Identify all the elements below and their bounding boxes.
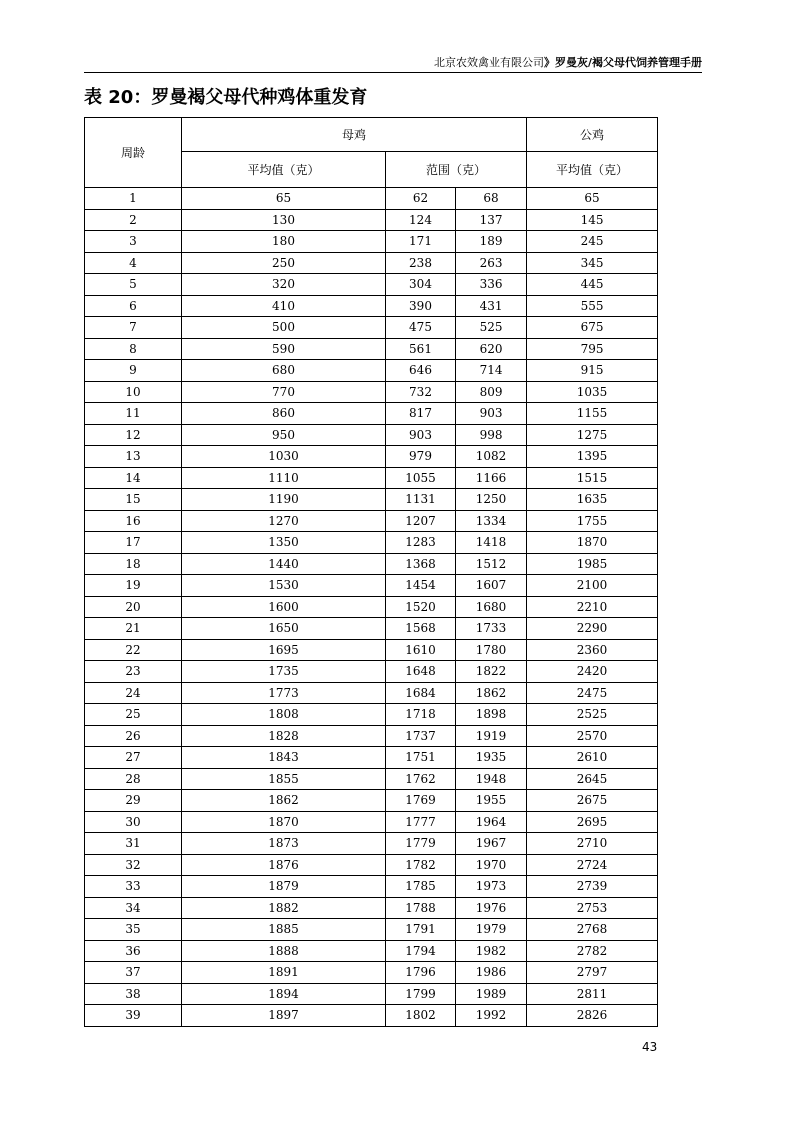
hen-range-min-cell: 1684 xyxy=(386,682,456,704)
hen-range-max-cell: 1989 xyxy=(456,983,527,1005)
header-company: 北京农效禽业有限公司 xyxy=(433,56,544,69)
hen-average-cell: 1870 xyxy=(182,811,386,833)
table-row xyxy=(85,274,658,296)
hen-range-max-cell: 1822 xyxy=(456,661,527,683)
hen-range-max-cell: 525 xyxy=(456,317,527,339)
hen-range-min-cell: 1794 xyxy=(386,940,456,962)
hen-range-max-cell: 189 xyxy=(456,231,527,253)
hen-average-cell: 1888 xyxy=(182,940,386,962)
hen-range-max-cell: 1166 xyxy=(456,467,527,489)
hen-range-max-cell: 1935 xyxy=(456,747,527,769)
table-row xyxy=(85,596,658,618)
week-cell: 1 xyxy=(85,188,182,210)
hen-range-max-cell: 68 xyxy=(456,188,527,210)
hen-range-max-cell: 137 xyxy=(456,209,527,231)
page-number: 43 xyxy=(642,1040,658,1054)
week-cell: 24 xyxy=(85,682,182,704)
hen-range-max-cell: 1979 xyxy=(456,919,527,941)
week-cell: 27 xyxy=(85,747,182,769)
hen-range-min-cell: 171 xyxy=(386,231,456,253)
hen-range-max-cell: 1964 xyxy=(456,811,527,833)
rooster-average-cell: 1635 xyxy=(527,489,658,511)
rooster-average-cell: 1035 xyxy=(527,381,658,403)
hen-range-max-cell: 714 xyxy=(456,360,527,382)
week-cell: 37 xyxy=(85,962,182,984)
hen-range-max-cell: 1862 xyxy=(456,682,527,704)
table-row xyxy=(85,790,658,812)
rooster-average-cell: 2475 xyxy=(527,682,658,704)
hen-average-cell: 1808 xyxy=(182,704,386,726)
rooster-average-cell: 2782 xyxy=(527,940,658,962)
hen-range-min-cell: 732 xyxy=(386,381,456,403)
hen-range-max-cell: 620 xyxy=(456,338,527,360)
table-row xyxy=(85,338,658,360)
table-row xyxy=(85,252,658,274)
hen-average-cell: 1190 xyxy=(182,489,386,511)
hen-range-min-cell: 1610 xyxy=(386,639,456,661)
hen-range-min-cell: 1802 xyxy=(386,1005,456,1027)
rooster-average-cell: 1985 xyxy=(527,553,658,575)
hen-range-max-cell: 1607 xyxy=(456,575,527,597)
hen-range-min-cell: 62 xyxy=(386,188,456,210)
hen-range-min-cell: 1791 xyxy=(386,919,456,941)
rooster-average-cell: 245 xyxy=(527,231,658,253)
rooster-average-cell: 445 xyxy=(527,274,658,296)
rooster-average-cell: 1155 xyxy=(527,403,658,425)
week-cell: 29 xyxy=(85,790,182,812)
hen-average-cell: 1773 xyxy=(182,682,386,704)
rooster-average-cell: 2695 xyxy=(527,811,658,833)
hen-average-cell: 410 xyxy=(182,295,386,317)
hen-range-min-cell: 1568 xyxy=(386,618,456,640)
table-row xyxy=(85,919,658,941)
week-cell: 4 xyxy=(85,252,182,274)
table-row xyxy=(85,231,658,253)
week-cell: 25 xyxy=(85,704,182,726)
week-cell: 3 xyxy=(85,231,182,253)
hen-range-min-cell: 1737 xyxy=(386,725,456,747)
table-row xyxy=(85,489,658,511)
hen-range-min-cell: 817 xyxy=(386,403,456,425)
hen-average-cell: 1873 xyxy=(182,833,386,855)
week-cell: 33 xyxy=(85,876,182,898)
table-row xyxy=(85,897,658,919)
week-cell: 36 xyxy=(85,940,182,962)
header-week: 周龄 xyxy=(85,118,182,188)
rooster-average-cell: 915 xyxy=(527,360,658,382)
hen-average-cell: 1897 xyxy=(182,1005,386,1027)
rooster-average-cell: 2675 xyxy=(527,790,658,812)
hen-average-cell: 1650 xyxy=(182,618,386,640)
hen-range-min-cell: 1799 xyxy=(386,983,456,1005)
hen-average-cell: 250 xyxy=(182,252,386,274)
hen-average-cell: 860 xyxy=(182,403,386,425)
hen-range-min-cell: 304 xyxy=(386,274,456,296)
hen-range-max-cell: 998 xyxy=(456,424,527,446)
week-cell: 10 xyxy=(85,381,182,403)
rooster-average-cell: 2753 xyxy=(527,897,658,919)
hen-range-min-cell: 475 xyxy=(386,317,456,339)
table-row xyxy=(85,403,658,425)
table-row xyxy=(85,747,658,769)
table-row xyxy=(85,983,658,1005)
hen-average-cell: 770 xyxy=(182,381,386,403)
hen-average-cell: 1855 xyxy=(182,768,386,790)
hen-range-min-cell: 390 xyxy=(386,295,456,317)
hen-average-cell: 1350 xyxy=(182,532,386,554)
header-rule xyxy=(84,72,702,73)
hen-range-min-cell: 1368 xyxy=(386,553,456,575)
hen-range-max-cell: 903 xyxy=(456,403,527,425)
hen-average-cell: 1110 xyxy=(182,467,386,489)
rooster-average-cell: 145 xyxy=(527,209,658,231)
rooster-average-cell: 795 xyxy=(527,338,658,360)
week-cell: 32 xyxy=(85,854,182,876)
hen-range-max-cell: 1919 xyxy=(456,725,527,747)
table-row xyxy=(85,876,658,898)
hen-range-min-cell: 1785 xyxy=(386,876,456,898)
week-cell: 39 xyxy=(85,1005,182,1027)
rooster-average-cell: 2420 xyxy=(527,661,658,683)
header-separator: 》 xyxy=(543,56,555,69)
hen-average-cell: 1440 xyxy=(182,553,386,575)
hen-average-cell: 180 xyxy=(182,231,386,253)
table-row xyxy=(85,553,658,575)
table-row xyxy=(85,682,658,704)
hen-range-max-cell: 1898 xyxy=(456,704,527,726)
hen-range-max-cell: 1973 xyxy=(456,876,527,898)
week-cell: 6 xyxy=(85,295,182,317)
hen-average-cell: 320 xyxy=(182,274,386,296)
hen-range-max-cell: 1733 xyxy=(456,618,527,640)
hen-average-cell: 1862 xyxy=(182,790,386,812)
week-cell: 2 xyxy=(85,209,182,231)
hen-range-min-cell: 1762 xyxy=(386,768,456,790)
hen-range-max-cell: 1970 xyxy=(456,854,527,876)
week-cell: 22 xyxy=(85,639,182,661)
table-row xyxy=(85,532,658,554)
rooster-average-cell: 1755 xyxy=(527,510,658,532)
hen-average-cell: 65 xyxy=(182,188,386,210)
week-cell: 34 xyxy=(85,897,182,919)
week-cell: 17 xyxy=(85,532,182,554)
table-row xyxy=(85,467,658,489)
week-cell: 30 xyxy=(85,811,182,833)
hen-range-min-cell: 1207 xyxy=(386,510,456,532)
rooster-average-cell: 2645 xyxy=(527,768,658,790)
week-cell: 18 xyxy=(85,553,182,575)
hen-range-max-cell: 1992 xyxy=(456,1005,527,1027)
hen-range-min-cell: 1769 xyxy=(386,790,456,812)
rooster-average-cell: 2610 xyxy=(527,747,658,769)
hen-average-cell: 950 xyxy=(182,424,386,446)
table-row xyxy=(85,768,658,790)
rooster-average-cell: 2739 xyxy=(527,876,658,898)
rooster-average-cell: 1395 xyxy=(527,446,658,468)
hen-average-cell: 1735 xyxy=(182,661,386,683)
rooster-average-cell: 2290 xyxy=(527,618,658,640)
table-title: 表 20：罗曼褐父母代种鸡体重发育 xyxy=(84,87,368,108)
week-cell: 13 xyxy=(85,446,182,468)
table-row xyxy=(85,661,658,683)
table-row xyxy=(85,424,658,446)
hen-range-max-cell: 1334 xyxy=(456,510,527,532)
table-row xyxy=(85,1005,658,1027)
rooster-average-cell: 2360 xyxy=(527,639,658,661)
hen-range-max-cell: 1082 xyxy=(456,446,527,468)
table-row xyxy=(85,209,658,231)
hen-range-min-cell: 561 xyxy=(386,338,456,360)
rooster-average-cell: 345 xyxy=(527,252,658,274)
rooster-average-cell: 1515 xyxy=(527,467,658,489)
week-cell: 23 xyxy=(85,661,182,683)
running-header xyxy=(84,54,702,72)
hen-range-min-cell: 1648 xyxy=(386,661,456,683)
week-cell: 35 xyxy=(85,919,182,941)
table-row xyxy=(85,188,658,210)
hen-range-min-cell: 1454 xyxy=(386,575,456,597)
hen-range-min-cell: 1782 xyxy=(386,854,456,876)
week-cell: 12 xyxy=(85,424,182,446)
hen-range-max-cell: 1955 xyxy=(456,790,527,812)
hen-average-cell: 1876 xyxy=(182,854,386,876)
hen-range-max-cell: 1967 xyxy=(456,833,527,855)
header-hen-group: 母鸡 xyxy=(182,118,527,152)
header-rooster-average: 平均值（克） xyxy=(527,152,658,188)
table-row xyxy=(85,618,658,640)
table-row xyxy=(85,510,658,532)
hen-average-cell: 130 xyxy=(182,209,386,231)
rooster-average-cell: 1275 xyxy=(527,424,658,446)
rooster-average-cell: 2724 xyxy=(527,854,658,876)
rooster-average-cell: 675 xyxy=(527,317,658,339)
week-cell: 7 xyxy=(85,317,182,339)
week-cell: 38 xyxy=(85,983,182,1005)
hen-range-max-cell: 1418 xyxy=(456,532,527,554)
hen-range-min-cell: 1779 xyxy=(386,833,456,855)
hen-average-cell: 590 xyxy=(182,338,386,360)
table-row xyxy=(85,446,658,468)
week-cell: 14 xyxy=(85,467,182,489)
hen-average-cell: 680 xyxy=(182,360,386,382)
week-cell: 16 xyxy=(85,510,182,532)
hen-average-cell: 1270 xyxy=(182,510,386,532)
rooster-average-cell: 1870 xyxy=(527,532,658,554)
rooster-average-cell: 2210 xyxy=(527,596,658,618)
header-manual-title: 罗曼灰/褐父母代饲养管理手册 xyxy=(554,56,702,69)
hen-range-max-cell: 1982 xyxy=(456,940,527,962)
hen-range-min-cell: 646 xyxy=(386,360,456,382)
hen-range-max-cell: 431 xyxy=(456,295,527,317)
table-row xyxy=(85,360,658,382)
table-row xyxy=(85,704,658,726)
hen-average-cell: 1695 xyxy=(182,639,386,661)
week-cell: 8 xyxy=(85,338,182,360)
week-cell: 5 xyxy=(85,274,182,296)
rooster-average-cell: 2811 xyxy=(527,983,658,1005)
week-cell: 20 xyxy=(85,596,182,618)
hen-range-min-cell: 979 xyxy=(386,446,456,468)
hen-average-cell: 1030 xyxy=(182,446,386,468)
hen-range-min-cell: 124 xyxy=(386,209,456,231)
hen-range-max-cell: 1680 xyxy=(456,596,527,618)
rooster-average-cell: 2100 xyxy=(527,575,658,597)
header-rooster-group: 公鸡 xyxy=(527,118,658,152)
table-row xyxy=(85,725,658,747)
week-cell: 19 xyxy=(85,575,182,597)
hen-range-max-cell: 336 xyxy=(456,274,527,296)
hen-range-min-cell: 1718 xyxy=(386,704,456,726)
week-cell: 28 xyxy=(85,768,182,790)
hen-average-cell: 1891 xyxy=(182,962,386,984)
hen-average-cell: 500 xyxy=(182,317,386,339)
hen-average-cell: 1894 xyxy=(182,983,386,1005)
hen-range-min-cell: 1055 xyxy=(386,467,456,489)
table-row xyxy=(85,575,658,597)
rooster-average-cell: 2710 xyxy=(527,833,658,855)
hen-range-max-cell: 1948 xyxy=(456,768,527,790)
rooster-average-cell: 555 xyxy=(527,295,658,317)
hen-range-min-cell: 1283 xyxy=(386,532,456,554)
hen-range-min-cell: 903 xyxy=(386,424,456,446)
table-row xyxy=(85,295,658,317)
week-cell: 31 xyxy=(85,833,182,855)
hen-range-min-cell: 1788 xyxy=(386,897,456,919)
rooster-average-cell: 2797 xyxy=(527,962,658,984)
hen-range-max-cell: 809 xyxy=(456,381,527,403)
hen-average-cell: 1843 xyxy=(182,747,386,769)
hen-range-max-cell: 1250 xyxy=(456,489,527,511)
table-body xyxy=(85,188,658,1027)
hen-average-cell: 1600 xyxy=(182,596,386,618)
hen-range-max-cell: 1986 xyxy=(456,962,527,984)
hen-range-min-cell: 1520 xyxy=(386,596,456,618)
week-cell: 15 xyxy=(85,489,182,511)
table-row xyxy=(85,940,658,962)
hen-range-max-cell: 1780 xyxy=(456,639,527,661)
table-row xyxy=(85,381,658,403)
table-row xyxy=(85,811,658,833)
hen-average-cell: 1879 xyxy=(182,876,386,898)
hen-range-max-cell: 1976 xyxy=(456,897,527,919)
hen-average-cell: 1530 xyxy=(182,575,386,597)
table-row xyxy=(85,639,658,661)
header-hen-range: 范围（克） xyxy=(386,152,527,188)
table-row xyxy=(85,317,658,339)
rooster-average-cell: 65 xyxy=(527,188,658,210)
hen-range-min-cell: 1796 xyxy=(386,962,456,984)
week-cell: 21 xyxy=(85,618,182,640)
hen-average-cell: 1828 xyxy=(182,725,386,747)
week-cell: 9 xyxy=(85,360,182,382)
hen-average-cell: 1885 xyxy=(182,919,386,941)
weight-table xyxy=(84,117,658,1027)
rooster-average-cell: 2525 xyxy=(527,704,658,726)
hen-average-cell: 1882 xyxy=(182,897,386,919)
rooster-average-cell: 2826 xyxy=(527,1005,658,1027)
hen-range-min-cell: 238 xyxy=(386,252,456,274)
table-row xyxy=(85,833,658,855)
table-row xyxy=(85,854,658,876)
header-hen-average: 平均值（克） xyxy=(182,152,386,188)
hen-range-max-cell: 263 xyxy=(456,252,527,274)
hen-range-min-cell: 1131 xyxy=(386,489,456,511)
table-row xyxy=(85,962,658,984)
hen-range-max-cell: 1512 xyxy=(456,553,527,575)
hen-range-min-cell: 1751 xyxy=(386,747,456,769)
hen-range-min-cell: 1777 xyxy=(386,811,456,833)
rooster-average-cell: 2570 xyxy=(527,725,658,747)
rooster-average-cell: 2768 xyxy=(527,919,658,941)
week-cell: 26 xyxy=(85,725,182,747)
week-cell: 11 xyxy=(85,403,182,425)
